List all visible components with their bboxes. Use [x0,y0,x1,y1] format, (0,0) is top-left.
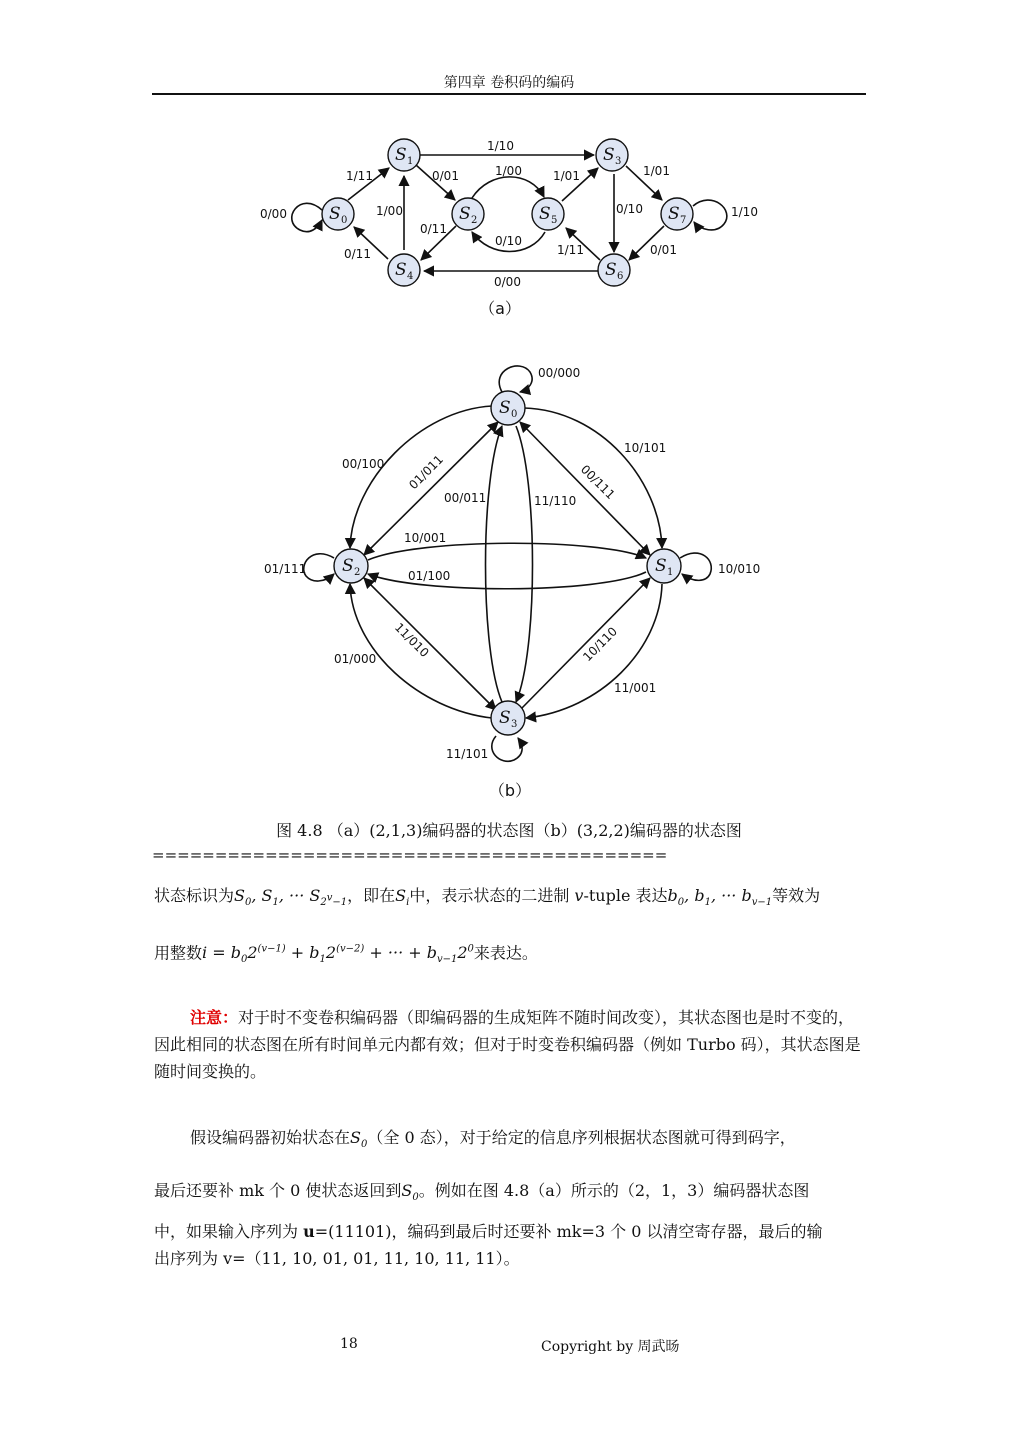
paragraph-note [154,1004,866,1085]
label-b-s2-s3: 11/010 [391,620,432,660]
svg-text:S: S [499,398,511,418]
copyright: Copyright by 周武旸 [541,1339,680,1355]
svg-text:3: 3 [511,719,518,730]
node-s4 [388,254,420,286]
label-b-s3-self: 11/101 [446,747,489,761]
math-integer-formula: $i = b_02^{(v-1)} + b_12^{(v-2)}$ + ··· + $b_{v-1}2^0$ [202,943,474,966]
node-s7 [661,198,693,230]
label-b-s0-s1: 10/101 [624,441,667,455]
svg-text:5: 5 [551,215,558,226]
math-bits: $b_0$, $b_1$, ··· $b_{v-1}$ [667,886,773,909]
svg-text:7: 7 [680,215,687,226]
node-b-s3 [491,701,525,735]
svg-text:6: 6 [617,271,624,282]
running-header: 第四章 卷积码的编码 [443,75,575,91]
state-diagram-b [0,350,1019,780]
svg-text:1: 1 [407,156,414,167]
paragraph-state-labels: 状态标识为$S_0$, $S_1$, ··· $S_{2^v-1}$，即在$S_i$中，表示状态的二进制 v-tuple 表达$b_0$, $b_1$, ··· $b_{v-1}$等效为 [154,886,821,909]
label-s7-s6: 0/01 [650,243,677,257]
svg-text:2: 2 [471,215,478,226]
page-number: 18 [340,1336,358,1352]
math-si: $S_i$ [395,886,410,909]
label-b-s2-s1: 10/001 [404,531,447,545]
node-s6 [598,254,630,286]
svg-text:S: S [329,204,341,224]
note-label: 注意： [190,1008,239,1027]
node-b-s0 [491,391,525,425]
paragraph-initial-state: 假设编码器初始状态在$S_0$（全 0 态），对于给定的信息序列根据状态图就可得到码字， [190,1128,796,1151]
label-s4-s1: 1/00 [376,204,403,218]
label-s5-s3: 1/01 [553,169,580,183]
label-s4-s0: 0/11 [344,247,371,261]
label-b-s2-self: 01/111 [264,562,307,576]
svg-text:S: S [605,260,617,280]
edge-s0-self [292,203,322,231]
label-s1-s2: 0/01 [432,169,459,183]
label-s6-s4: 0/00 [494,275,521,289]
node-s1 [388,139,420,171]
svg-text:S: S [342,556,354,576]
label-b-s2-s0: 01/011 [406,452,446,493]
label-s1-s3: 1/10 [487,139,514,153]
node-b-s1 [647,549,681,583]
edge-b-s2-self [304,554,334,581]
label-b-s0-self: 00/000 [538,366,581,380]
label-b-s0-s2-inner: 00/011 [444,491,487,505]
edge-b-s1-self [680,553,711,580]
svg-text:S: S [539,204,551,224]
paragraph-mk: 最后还要补 mk 个 0 使状态返回到$S_0$。例如在图 4.8（a）所示的（2，1，3）编码器状态图 [154,1181,810,1204]
paragraph-integer: 用整数$i = b_02^{(v-1)} + b_12^{(v-2)}$ + ··· + $b_{v-1}2^0$来表达。 [154,943,538,966]
figure-caption: 图 4.8 （a）(2,1,3)编码器的状态图（b）(3,2,2)编码器的状态图 [276,821,742,840]
label-b-s3-s2: 01/000 [334,652,377,666]
node-s3 [596,139,628,171]
separator-line: ========================================= [152,846,668,864]
svg-text:2: 2 [354,567,361,578]
node-s2 [452,198,484,230]
node-b-s2 [334,549,368,583]
label-s2-s5: 1/00 [495,164,522,178]
label-s0-self: 0/00 [260,207,287,221]
edge-b-s2-s1 [368,543,646,560]
label-b-s1-self: 10/010 [718,562,761,576]
svg-text:4: 4 [407,271,414,282]
svg-text:0: 0 [511,409,518,420]
svg-text:S: S [655,556,667,576]
label-b-s3-s1: 10/110 [580,624,620,665]
node-s0 [322,198,354,230]
label-b-s0-s3: 11/110 [534,494,577,508]
svg-text:3: 3 [615,156,622,167]
svg-text:S: S [603,145,615,165]
svg-text:S: S [459,204,471,224]
label-s6-s5: 1/11 [557,243,584,257]
label-b-s1-s0: 00/111 [577,462,618,502]
label-s3-s7: 1/01 [643,164,670,178]
header-rule [152,93,866,95]
svg-text:S: S [668,204,680,224]
figure-a-caption: （a） [479,299,521,318]
svg-text:S: S [395,260,407,280]
label-s2-s4: 0/11 [420,222,447,236]
label-s3-s6: 0/10 [616,202,643,216]
node-s5 [532,198,564,230]
svg-text:S: S [395,145,407,165]
paragraph-example: 中，如果输入序列为 u=(11101)，编码到最后时还要补 mk=3 个 0 以清空寄存器，最后的输 出序列为 v=（11, 10, 01, 01, 11, 10, 11, 11）。 [154,1222,823,1268]
svg-text:1: 1 [667,567,674,578]
edge-b-s2-s3 [364,578,496,710]
label-b-s1-s2: 01/100 [408,569,451,583]
math-v: v [569,886,584,905]
edge-b-s3-self [492,736,522,761]
label-b-s1-s3: 11/001 [614,681,657,695]
svg-text:S: S [499,708,511,728]
label-s0-s1: 1/11 [346,169,373,183]
note-text: 对于时不变卷积编码器（即编码器的生成矩阵不随时间改变），其状态图也是时不变的，因此相同的状态图在所有时间单元内都有效；但对于时变卷积编码器（例如 Turbo 码），其状态图是随时间变换的。 [154,1008,861,1081]
edge-b-s0-s3-right [516,426,533,702]
label-s5-s2: 0/10 [495,234,522,248]
edge-s7-self [693,200,727,230]
edge-s2-s5 [472,177,544,198]
label-s7-self: 1/10 [731,205,758,219]
figure-b-caption: （b） [488,781,532,800]
edge-b-s0-self [499,366,532,392]
math-state-list: $S_0$, $S_1$, ··· $S_{2^v-1}$ [234,886,348,909]
svg-text:0: 0 [341,215,348,226]
label-b-s0-s2-outer: 00/100 [342,457,385,471]
edge-b-s3-s0-left [486,426,503,702]
